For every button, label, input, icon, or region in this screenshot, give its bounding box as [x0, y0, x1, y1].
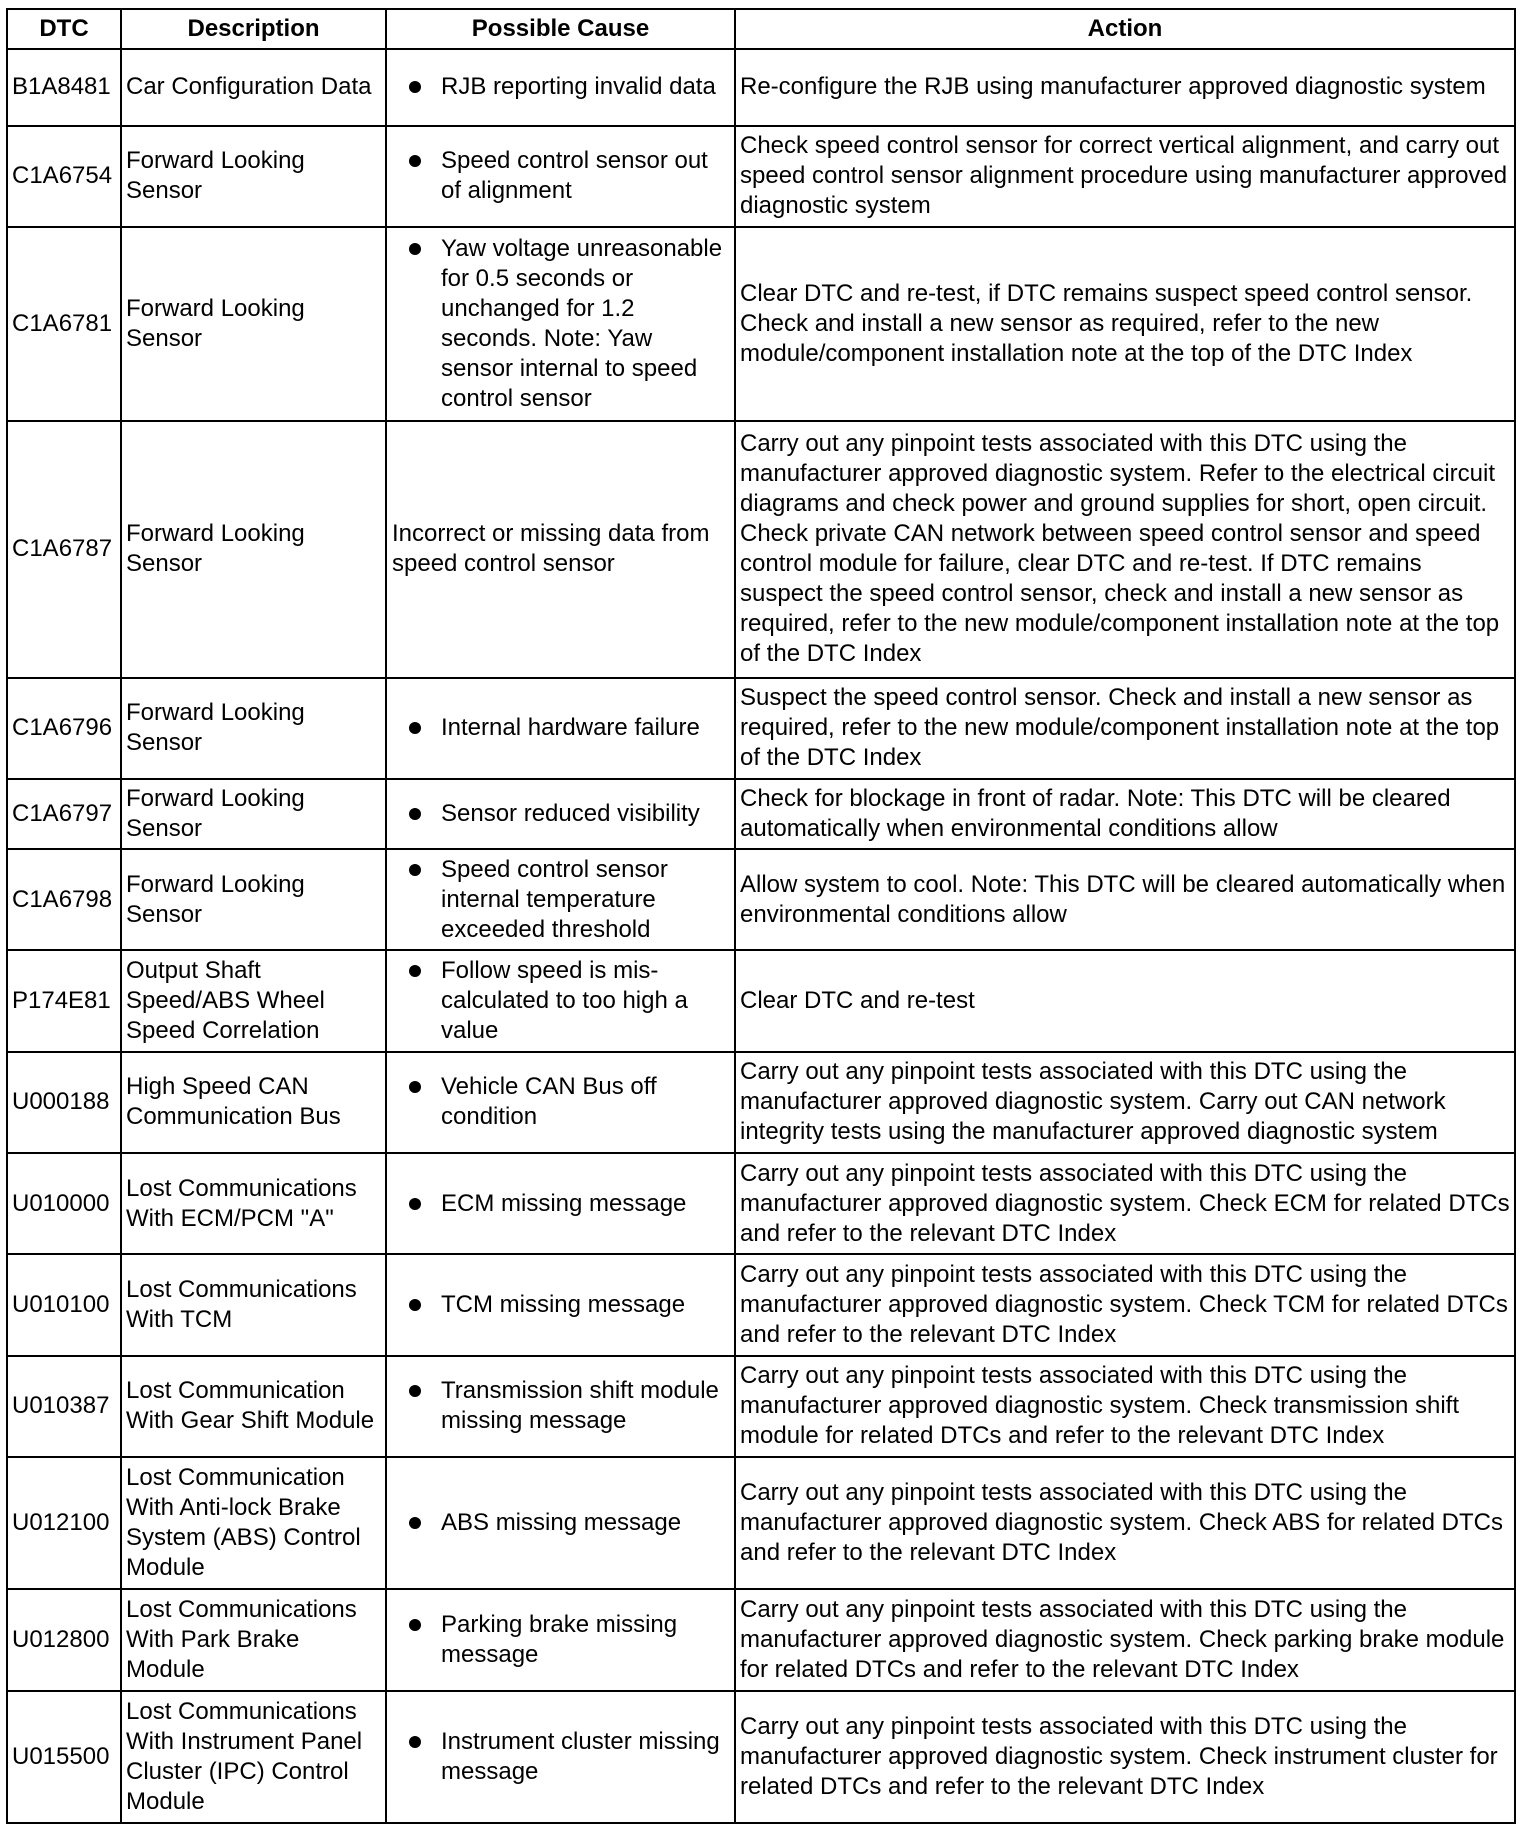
action-cell: Suspect the speed control sensor. Check and install a new sensor as required, refer to the new module/component installation note at the top of the DTC Index	[735, 678, 1515, 779]
table-row	[7, 849, 1515, 950]
cause-bullet-list	[391, 72, 730, 102]
dtc-code-cell: C1A6754	[7, 126, 121, 227]
action-cell: Check for blockage in front of radar. Note: This DTC will be cleared automatically when environmental conditions allow	[735, 779, 1515, 849]
cause-bullet-list	[391, 855, 730, 945]
cause-bullet-item: Transmission shift module missing message	[441, 1376, 730, 1436]
action-cell: Carry out any pinpoint tests associated with this DTC using the manufacturer approved diagnostic system. Carry out CAN network integrity tests using the manufacturer approved diagnostic system	[735, 1052, 1515, 1153]
action-cell: Carry out any pinpoint tests associated with this DTC using the manufacturer approved diagnostic system. Check parking brake module for related DTCs and refer to the relevant DTC Index	[735, 1589, 1515, 1690]
description-cell: Forward Looking Sensor	[121, 126, 386, 227]
cause-bullet-item: Vehicle CAN Bus off condition	[441, 1072, 730, 1132]
possible-cause-cell	[386, 678, 735, 779]
possible-cause-cell	[386, 1254, 735, 1355]
description-cell: Output Shaft Speed/ABS Wheel Speed Correlation	[121, 950, 386, 1051]
dtc-code-cell: U010387	[7, 1356, 121, 1457]
possible-cause-cell	[386, 1457, 735, 1589]
table-row	[7, 126, 1515, 227]
header-description: Description	[121, 9, 386, 49]
table-row	[7, 227, 1515, 421]
possible-cause-cell	[386, 227, 735, 421]
description-cell: Lost Communication With Anti-lock Brake System (ABS) Control Module	[121, 1457, 386, 1589]
cause-bullet-item: Sensor reduced visibility	[441, 799, 730, 829]
table-row	[7, 678, 1515, 779]
cause-bullet-list	[391, 1508, 730, 1538]
cause-bullet-item: Yaw voltage unreasonable for 0.5 seconds or unchanged for 1.2 seconds. Note: Yaw sensor internal to speed control sensor	[441, 234, 730, 414]
description-cell: High Speed CAN Communication Bus	[121, 1052, 386, 1153]
possible-cause-cell	[386, 1153, 735, 1254]
dtc-code-cell: P174E81	[7, 950, 121, 1051]
table-row	[7, 421, 1515, 677]
cause-bullet-item: TCM missing message	[441, 1290, 730, 1320]
action-cell: Clear DTC and re-test, if DTC remains suspect speed control sensor. Check and install a new sensor as required, refer to the new module/component installation note at the top of the DTC Index	[735, 227, 1515, 421]
dtc-table	[6, 8, 1516, 1824]
dtc-code-cell: B1A8481	[7, 49, 121, 126]
cause-bullet-list	[391, 1376, 730, 1436]
description-cell: Lost Communications With Instrument Panel Cluster (IPC) Control Module	[121, 1691, 386, 1824]
possible-cause-cell	[386, 950, 735, 1051]
description-cell: Lost Communications With TCM	[121, 1254, 386, 1355]
possible-cause-cell	[386, 849, 735, 950]
cause-bullet-item: ECM missing message	[441, 1189, 730, 1219]
description-cell: Lost Communications With ECM/PCM "A"	[121, 1153, 386, 1254]
header-dtc: DTC	[7, 9, 121, 49]
table-body	[7, 49, 1515, 1823]
action-cell: Clear DTC and re-test	[735, 950, 1515, 1051]
cause-bullet-item: RJB reporting invalid data	[441, 72, 730, 102]
dtc-table-container	[6, 8, 1514, 1824]
cause-bullet-list	[391, 1072, 730, 1132]
table-row	[7, 49, 1515, 126]
cause-bullet-list	[391, 956, 730, 1046]
description-cell: Lost Communication With Gear Shift Module	[121, 1356, 386, 1457]
dtc-code-cell: U012800	[7, 1589, 121, 1690]
cause-bullet-list	[391, 146, 730, 206]
action-cell: Carry out any pinpoint tests associated with this DTC using the manufacturer approved diagnostic system. Check ECM for related DTCs and refer to the relevant DTC Index	[735, 1153, 1515, 1254]
action-cell: Re-configure the RJB using manufacturer approved diagnostic system	[735, 49, 1515, 126]
dtc-code-cell: U000188	[7, 1052, 121, 1153]
cause-bullet-item: Internal hardware failure	[441, 713, 730, 743]
possible-cause-cell	[386, 1589, 735, 1690]
dtc-code-cell: C1A6797	[7, 779, 121, 849]
table-header-row	[7, 9, 1515, 49]
table-row	[7, 1356, 1515, 1457]
possible-cause-cell: Incorrect or missing data from speed control sensor	[386, 421, 735, 677]
dtc-code-cell: U015500	[7, 1691, 121, 1824]
action-cell: Carry out any pinpoint tests associated with this DTC using the manufacturer approved diagnostic system. Check instrument cluster for related DTCs and refer to the relevant DTC Index	[735, 1691, 1515, 1824]
possible-cause-cell	[386, 49, 735, 126]
cause-bullet-list	[391, 234, 730, 414]
cause-bullet-item: Speed control sensor out of alignment	[441, 146, 730, 206]
description-cell: Forward Looking Sensor	[121, 227, 386, 421]
description-cell: Forward Looking Sensor	[121, 421, 386, 677]
dtc-code-cell: C1A6787	[7, 421, 121, 677]
table-row	[7, 779, 1515, 849]
action-cell: Carry out any pinpoint tests associated with this DTC using the manufacturer approved diagnostic system. Refer to the electrical circuit diagrams and check power and ground supplies for short, open circuit. Check private CAN network between speed control sensor and speed control module for failure, clear DTC and re-test. If DTC remains suspect the speed control sensor, check and install a new sensor as required, refer to the new module/component installation note at the top of the DTC Index	[735, 421, 1515, 677]
table-row	[7, 1052, 1515, 1153]
header-action: Action	[735, 9, 1515, 49]
description-cell: Forward Looking Sensor	[121, 849, 386, 950]
table-row	[7, 950, 1515, 1051]
dtc-code-cell: U012100	[7, 1457, 121, 1589]
cause-bullet-item: Follow speed is mis-calculated to too high a value	[441, 956, 730, 1046]
dtc-code-cell: U010000	[7, 1153, 121, 1254]
description-cell: Car Configuration Data	[121, 49, 386, 126]
table-row	[7, 1254, 1515, 1355]
possible-cause-cell	[386, 779, 735, 849]
possible-cause-cell	[386, 1356, 735, 1457]
possible-cause-cell	[386, 1052, 735, 1153]
action-cell: Carry out any pinpoint tests associated with this DTC using the manufacturer approved diagnostic system. Check ABS for related DTCs and refer to the relevant DTC Index	[735, 1457, 1515, 1589]
cause-bullet-list	[391, 799, 730, 829]
cause-bullet-list	[391, 713, 730, 743]
cause-bullet-item: ABS missing message	[441, 1508, 730, 1538]
cause-bullet-list	[391, 1727, 730, 1787]
cause-bullet-item: Parking brake missing message	[441, 1610, 730, 1670]
cause-bullet-list	[391, 1290, 730, 1320]
cause-bullet-item: Instrument cluster missing message	[441, 1727, 730, 1787]
description-cell: Forward Looking Sensor	[121, 779, 386, 849]
table-row	[7, 1457, 1515, 1589]
table-row	[7, 1153, 1515, 1254]
table-row	[7, 1691, 1515, 1824]
action-cell: Check speed control sensor for correct vertical alignment, and carry out speed control sensor alignment procedure using manufacturer approved diagnostic system	[735, 126, 1515, 227]
action-cell: Carry out any pinpoint tests associated with this DTC using the manufacturer approved diagnostic system. Check transmission shift module for related DTCs and refer to the relevant DTC Index	[735, 1356, 1515, 1457]
dtc-code-cell: C1A6796	[7, 678, 121, 779]
header-possible-cause: Possible Cause	[386, 9, 735, 49]
table-row	[7, 1589, 1515, 1690]
cause-bullet-list	[391, 1189, 730, 1219]
dtc-code-cell: C1A6781	[7, 227, 121, 421]
description-cell: Lost Communications With Park Brake Module	[121, 1589, 386, 1690]
dtc-code-cell: C1A6798	[7, 849, 121, 950]
dtc-code-cell: U010100	[7, 1254, 121, 1355]
action-cell: Carry out any pinpoint tests associated with this DTC using the manufacturer approved diagnostic system. Check TCM for related DTCs and refer to the relevant DTC Index	[735, 1254, 1515, 1355]
description-cell: Forward Looking Sensor	[121, 678, 386, 779]
cause-bullet-list	[391, 1610, 730, 1670]
possible-cause-cell	[386, 126, 735, 227]
cause-bullet-item: Speed control sensor internal temperature exceeded threshold	[441, 855, 730, 945]
action-cell: Allow system to cool. Note: This DTC will be cleared automatically when environmental conditions allow	[735, 849, 1515, 950]
possible-cause-cell	[386, 1691, 735, 1824]
